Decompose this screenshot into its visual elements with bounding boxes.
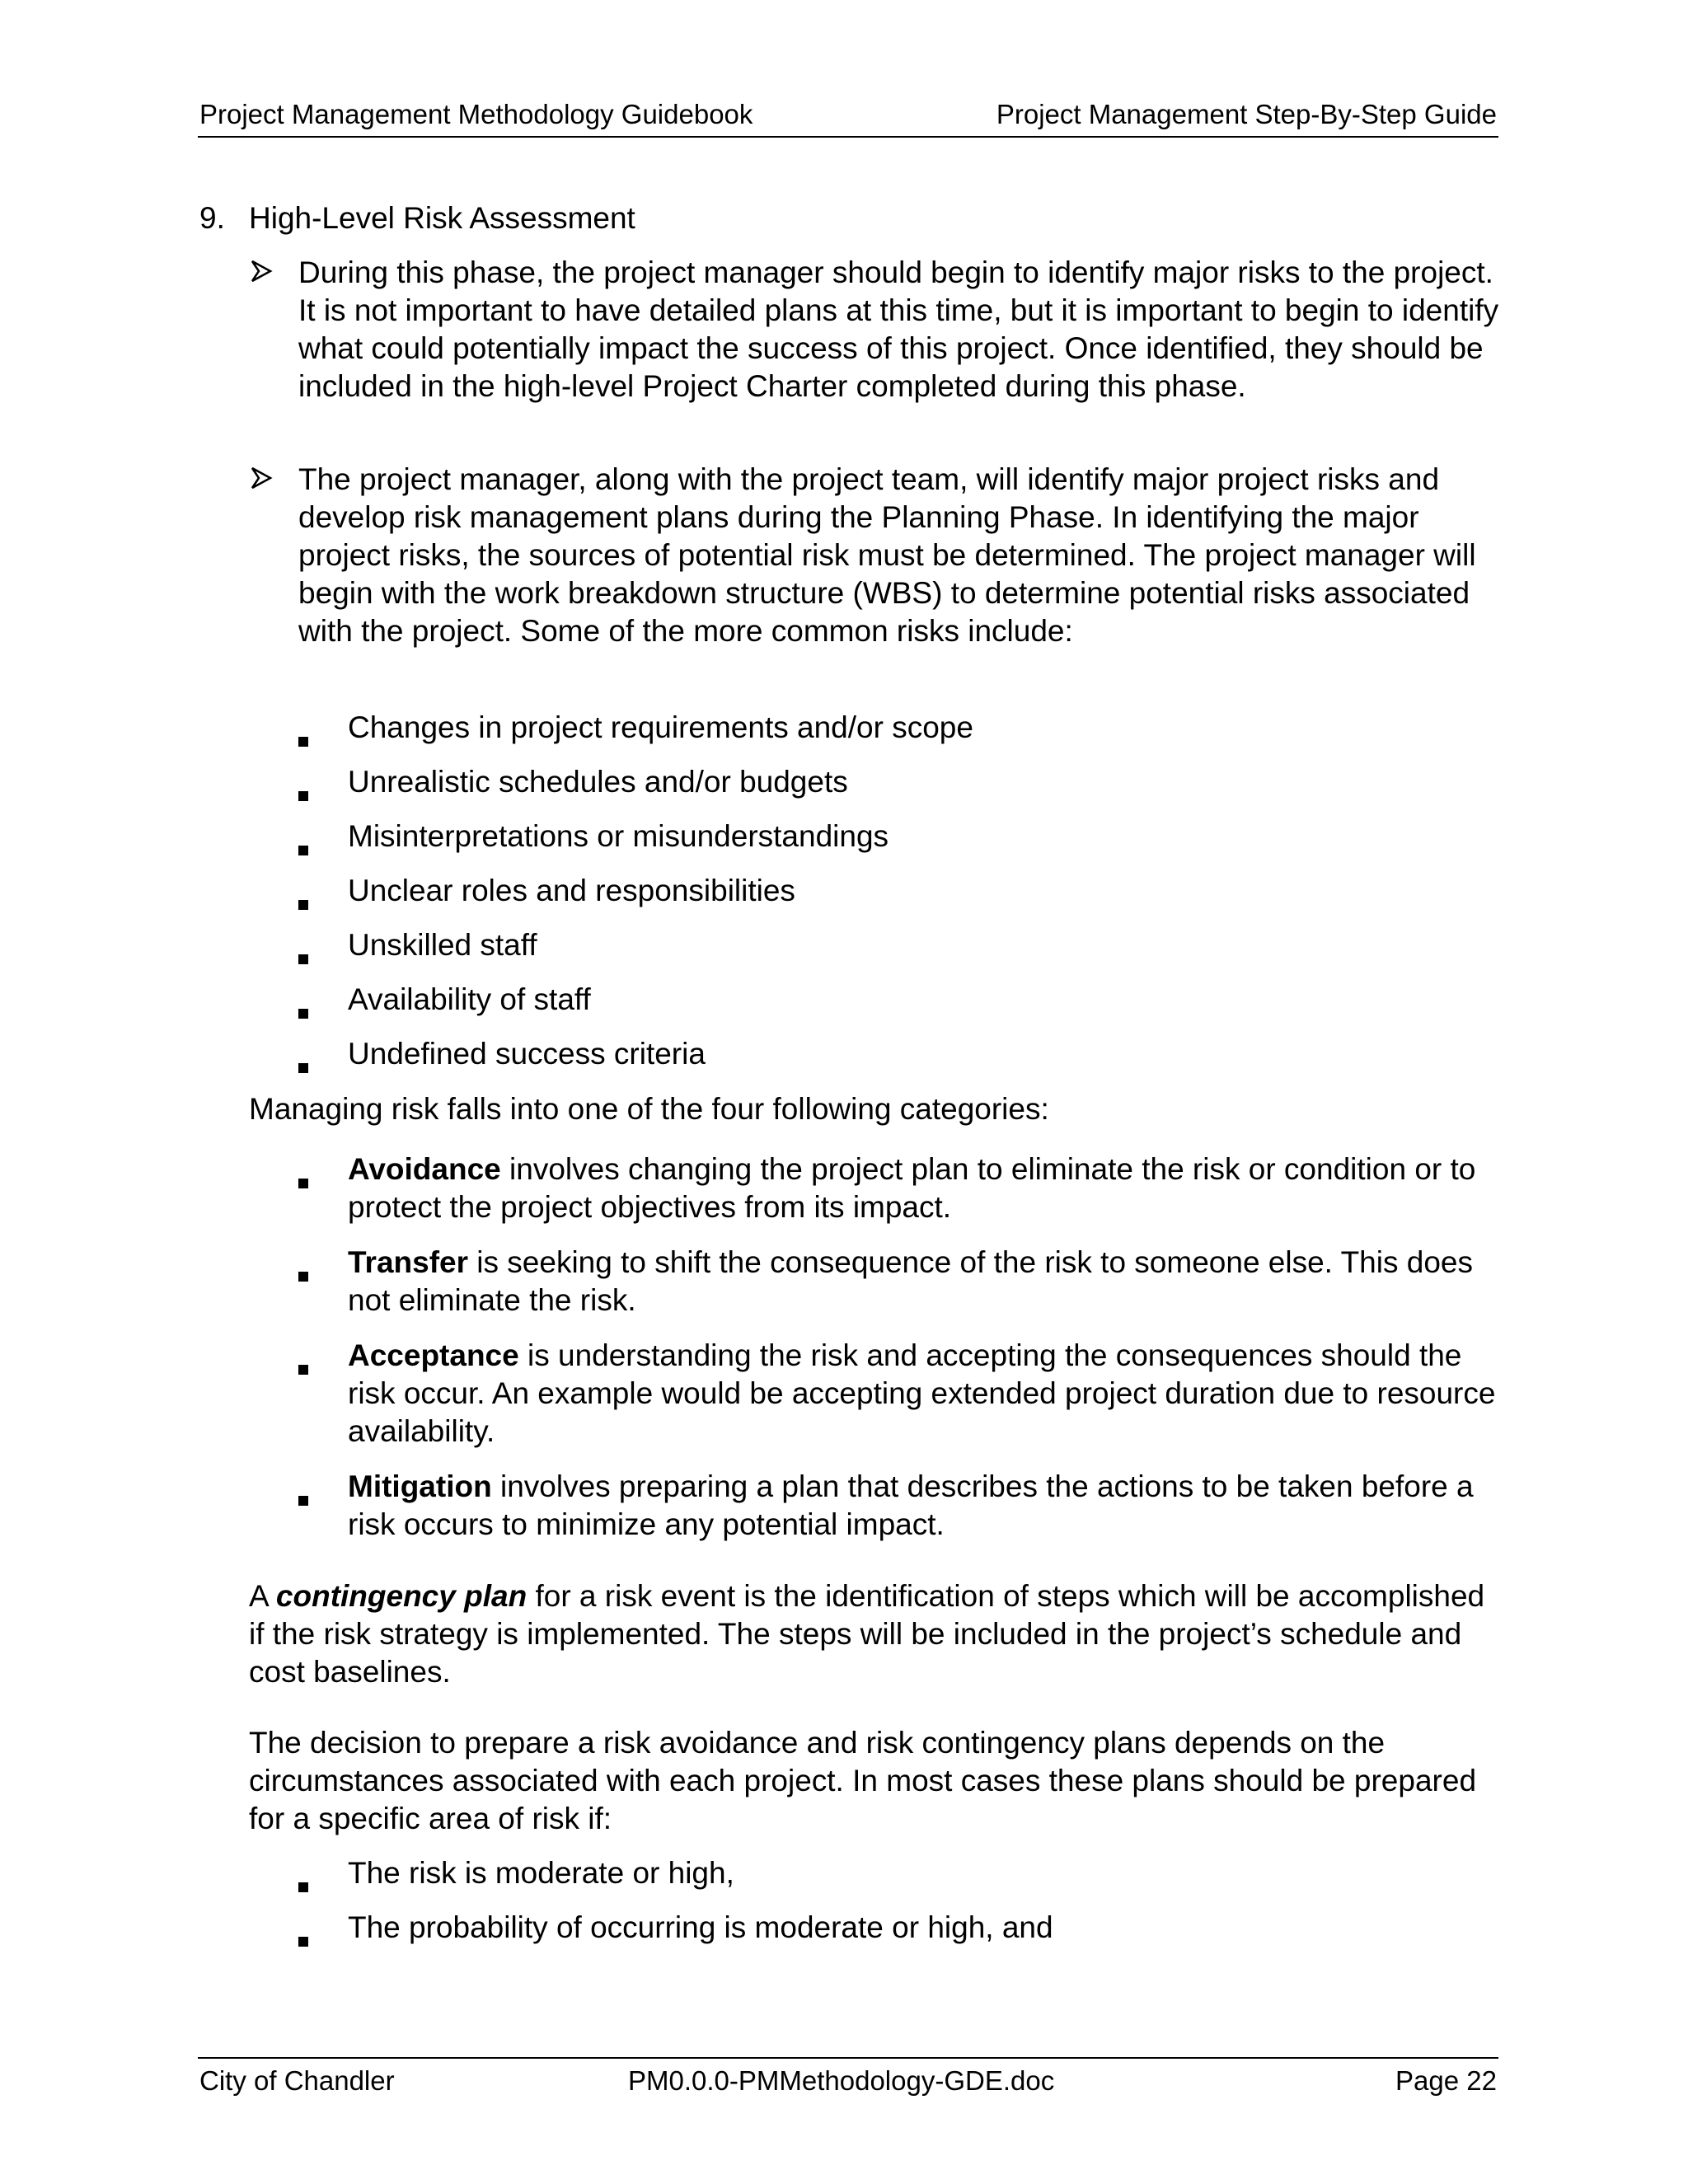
square-bullet-icon	[298, 791, 308, 801]
decision-paragraph: The decision to prepare a risk avoidance and risk contingency plans depends on the circumstances associated with each project. In most cases these plans should be prepared for a specific area of risk if:	[249, 1726, 1477, 1835]
square-bullet-icon	[298, 1882, 308, 1892]
footer-page-number: Page 22	[1395, 2065, 1497, 2096]
square-bullet-icon	[298, 1496, 308, 1506]
square-bullet-icon	[298, 1272, 308, 1282]
category-description: involves changing the project plan to eliminate the risk or condition or to protect the project objectives from its impact.	[348, 1152, 1476, 1224]
square-bullet-icon	[298, 1365, 308, 1375]
section-title: High-Level Risk Assessment	[249, 201, 635, 235]
arrow-bullet-icon	[251, 260, 274, 283]
page-header	[198, 95, 1498, 138]
category-term: Transfer	[348, 1245, 469, 1279]
contingency-paragraph	[249, 1577, 1502, 1691]
square-bullet-icon	[298, 1179, 308, 1188]
category-description: is understanding the risk and accepting the consequences should the risk occur. An example would be accepting extended project duration due to resource availability.	[348, 1338, 1496, 1448]
list-item: Unskilled staff	[348, 928, 537, 962]
footer-filename: PM0.0.0-PMMethodology-GDE.doc	[628, 2065, 1055, 2096]
square-bullet-icon	[298, 1937, 308, 1947]
square-bullet-icon	[298, 846, 308, 855]
contingency-term: contingency plan	[275, 1579, 528, 1613]
category-term: Mitigation	[348, 1469, 492, 1503]
category-term: Acceptance	[348, 1338, 519, 1372]
square-bullet-icon	[298, 1063, 308, 1073]
section-number: 9.	[199, 201, 225, 235]
square-bullet-icon	[298, 900, 308, 910]
risk-paragraph-1: During this phase, the project manager should begin to identify major risks to the project. It is not important to have detailed plans at this time, but it is important to begin to identify what could potentially impact the success of this project. Once identified, they should be included in the high-level Project Charter completed during this phase.	[298, 255, 1499, 403]
list-item: The probability of occurring is moderate or high, and	[348, 1910, 1053, 1944]
list-item: The risk is moderate or high,	[348, 1856, 734, 1890]
category-term: Avoidance	[348, 1152, 501, 1186]
category-item-acceptance	[348, 1337, 1502, 1451]
categories-intro: Managing risk falls into one of the four following categories:	[249, 1092, 1049, 1126]
risk-paragraph-2: The project manager, along with the project team, will identify major project risks and develop risk management plans during the Planning Phase. In identifying the major project risks, the sources of potential risk must be determined. The project manager will begin with the work breakdown structure (WBS) to determine potential risks associated with the project. Some of the more common risks include:	[298, 462, 1476, 648]
header-document-title: Project Management Methodology Guidebook	[199, 99, 753, 129]
list-item: Misinterpretations or misunderstandings	[348, 819, 889, 853]
header-section-title: Project Management Step-By-Step Guide	[996, 99, 1497, 129]
contingency-description: for a risk event is the identification of steps which will be accomplished if the risk strategy is implemented. The steps will be included in the project’s schedule and cost baselines.	[249, 1579, 1485, 1689]
category-item-avoidance	[348, 1151, 1502, 1226]
footer-organization: City of Chandler	[199, 2065, 395, 2096]
category-description: is seeking to shift the consequence of the risk to someone else. This does not eliminate the risk.	[348, 1245, 1473, 1317]
list-item: Changes in project requirements and/or scope	[348, 710, 973, 744]
square-bullet-icon	[298, 1009, 308, 1019]
list-item: Availability of staff	[348, 982, 591, 1016]
square-bullet-icon	[298, 737, 308, 747]
page-footer	[198, 2057, 1498, 2108]
list-item: Unclear roles and responsibilities	[348, 874, 795, 907]
contingency-prefix: A	[249, 1579, 276, 1613]
square-bullet-icon	[298, 954, 308, 964]
category-item-mitigation	[348, 1468, 1502, 1544]
list-item: Undefined success criteria	[348, 1037, 706, 1071]
category-item-transfer	[348, 1244, 1502, 1319]
category-description: involves preparing a plan that describes the actions to be taken before a risk occurs to minimize any potential impact.	[348, 1469, 1474, 1541]
arrow-bullet-icon	[251, 466, 274, 490]
list-item: Unrealistic schedules and/or budgets	[348, 765, 848, 799]
